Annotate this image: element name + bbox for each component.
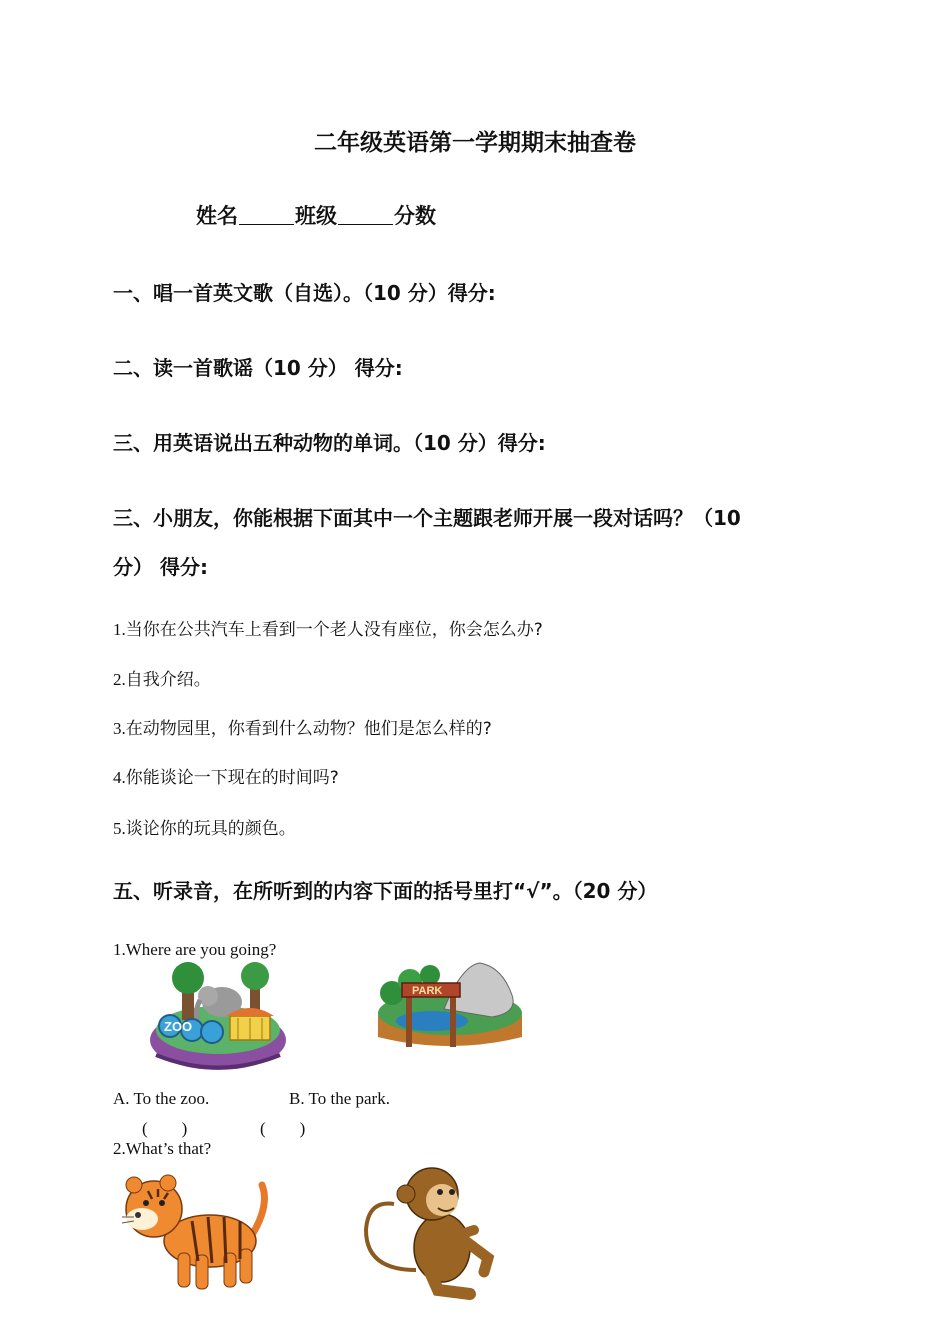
tiger-illustration: [112, 1165, 272, 1305]
park-illustration: [372, 955, 527, 1055]
section-4-heading-line2: 分） 得分:: [113, 555, 208, 579]
section-2-heading: 二、读一首歌谣（10 分） 得分:: [113, 356, 403, 380]
topic-item: 4.你能谈论一下现在的时间吗?: [113, 768, 339, 788]
zoo-illustration: [140, 960, 290, 1080]
topic-item: 5.谈论你的玩具的颜色。: [113, 819, 296, 839]
class-blank[interactable]: [338, 206, 393, 225]
class-label: 班级: [295, 204, 337, 228]
question-2: 2.What’s that?: [113, 1139, 212, 1158]
student-info-line: [196, 200, 436, 230]
section-3-heading: 三、用英语说出五种动物的单词。（10 分）得分:: [113, 431, 546, 455]
section-5-heading: 五、听录音，在所听到的内容下面的括号里打“√”。（20 分）: [113, 879, 658, 903]
section-4-heading-line1: 三、小朋友，你能根据下面其中一个主题跟老师开展一段对话吗？（10: [113, 506, 741, 530]
name-blank[interactable]: [239, 206, 294, 225]
page-title: 二年级英语第一学期期末抽查卷: [314, 130, 636, 156]
answer-bracket-b[interactable]: ( ): [260, 1119, 306, 1138]
name-label: 姓名: [196, 204, 238, 228]
monkey-illustration: [360, 1160, 500, 1300]
score-label: 分数: [394, 204, 436, 228]
topic-item: 2.自我介绍。: [113, 670, 211, 690]
section-1-heading: 一、唱一首英文歌（自选）。（10 分）得分:: [113, 281, 496, 305]
topic-item: 1.当你在公共汽车上看到一个老人没有座位，你会怎么办?: [113, 620, 543, 640]
topic-item: 3.在动物园里，你看到什么动物？他们是怎么样的?: [113, 719, 492, 739]
option-b: B. To the park.: [289, 1089, 390, 1108]
park-sign-text: PARK: [412, 985, 443, 997]
answer-bracket-a[interactable]: ( ): [142, 1119, 188, 1138]
question-1: 1.Where are you going?: [113, 940, 277, 959]
zoo-sign-text: ZOO: [164, 1019, 193, 1034]
option-a: A. To the zoo.: [113, 1089, 210, 1108]
